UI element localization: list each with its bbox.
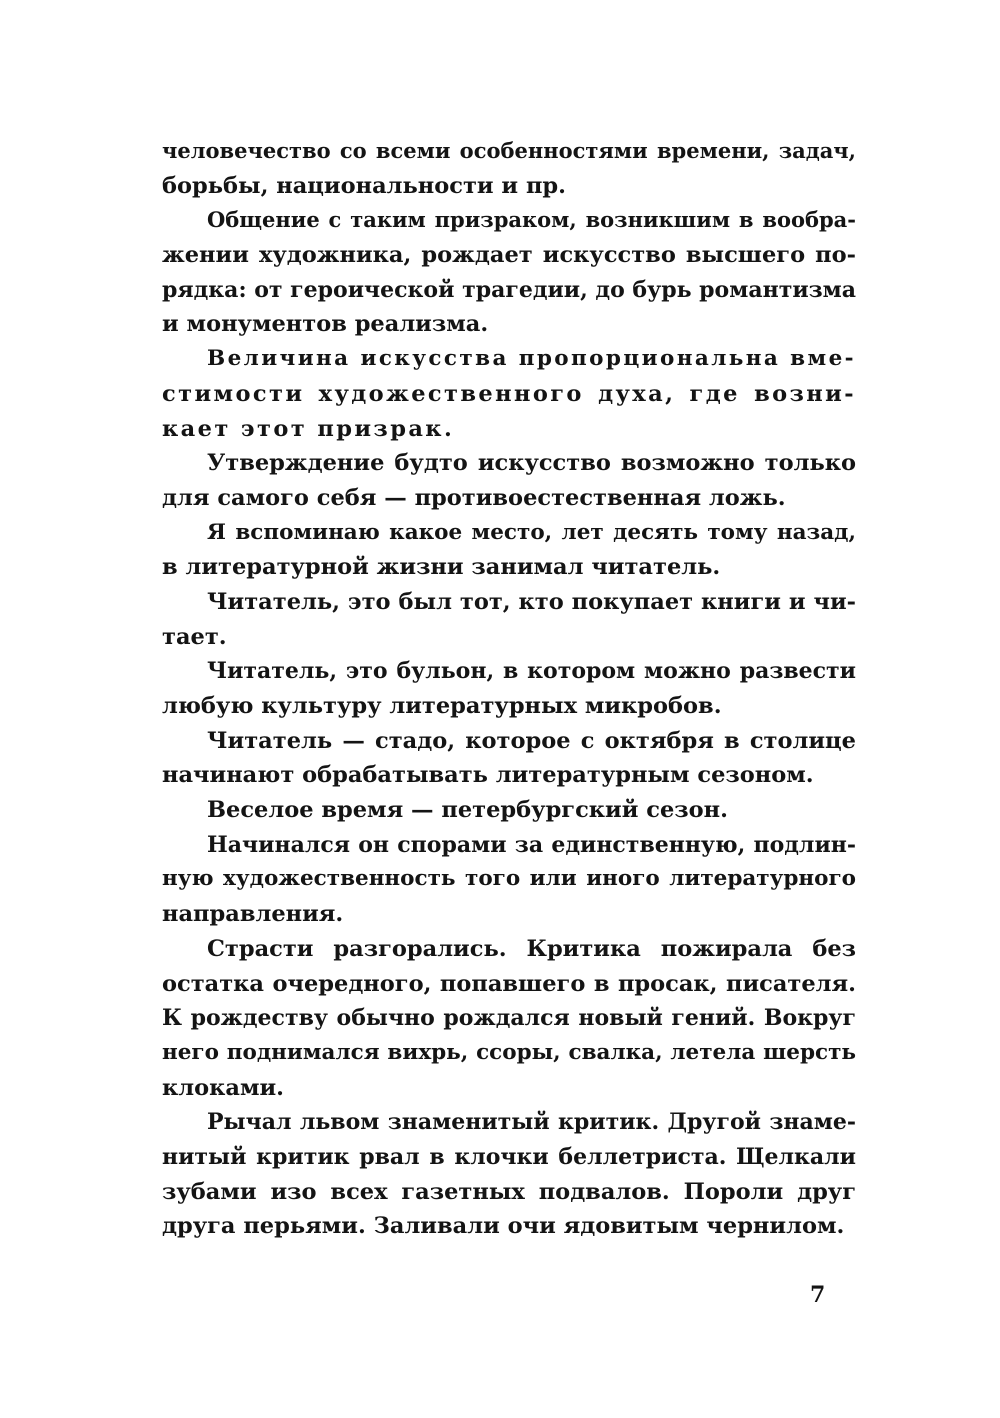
text-line: стимости художественного духа, где возни-: [162, 380, 856, 407]
text-line: рядка: от героической трагедии, до бурь романтизма: [162, 276, 856, 303]
text-line: Рычал львом знаменитый критик. Другой знаме-: [207, 1109, 856, 1136]
text-line: любую культуру литературных микробов.: [162, 693, 722, 719]
text-line: клоками.: [162, 1074, 285, 1101]
text-line: Страсти разгорались. Критика пожирала без: [207, 935, 856, 962]
page-number: 7: [810, 1282, 826, 1308]
text-line: Читатель — стадо, которое с октября в столице: [207, 727, 856, 754]
body-text: [162, 134, 856, 1244]
text-line: Читатель, это бульон, в котором можно развести: [207, 658, 856, 685]
text-line: направления.: [162, 901, 344, 928]
text-line: для самого себя — противоестественная ложь.: [162, 484, 786, 511]
text-line: зубами изо всех газетных подвалов. Пороли друг: [162, 1178, 856, 1205]
text-line: Читатель, это был тот, кто покупает книги и чи-: [207, 588, 856, 615]
text-line: борьбы, национальности и пр.: [162, 172, 566, 199]
text-line: в литературной жизни занимал читатель.: [162, 554, 721, 581]
text-line: друга перьями. Заливали очи ядовитым чернилом.: [162, 1213, 845, 1240]
text-line: Начинался он спорами за единственную, подлин-: [207, 831, 856, 858]
text-line: Утверждение будто искусство возможно только: [207, 450, 856, 477]
text-line: Общение с таким призраком, возникшим в вообра-: [207, 207, 856, 233]
text-line: кает этот призрак.: [162, 415, 455, 442]
text-line: и монументов реализма.: [162, 311, 489, 338]
text-line: ную художественность того или иного литературного: [162, 866, 856, 892]
text-line: начинают обрабатывать литературным сезоном.: [162, 762, 814, 789]
text-line: Я вспоминаю какое место, лет десять тому назад,: [207, 519, 856, 545]
text-line: жении художника, рождает искусство высшего по-: [162, 242, 856, 269]
text-line: Величина искусства пропорциональна вме-: [207, 346, 856, 372]
text-line: человечество со всеми особенностями времени, задач,: [162, 138, 856, 163]
text-line: него поднимался вихрь, ссоры, свалка, летела шерсть: [162, 1039, 856, 1065]
text-line: тает.: [162, 623, 227, 650]
text-line: Веселое время — петербургский сезон.: [207, 797, 728, 824]
text-line: остатка очередного, попавшего в просак, писателя.: [162, 970, 856, 997]
text-line: нитый критик рвал в клочки беллетриста. Щелкали: [162, 1143, 856, 1170]
text-line: К рождеству обычно рождался новый гений. Вокруг: [162, 1005, 856, 1032]
